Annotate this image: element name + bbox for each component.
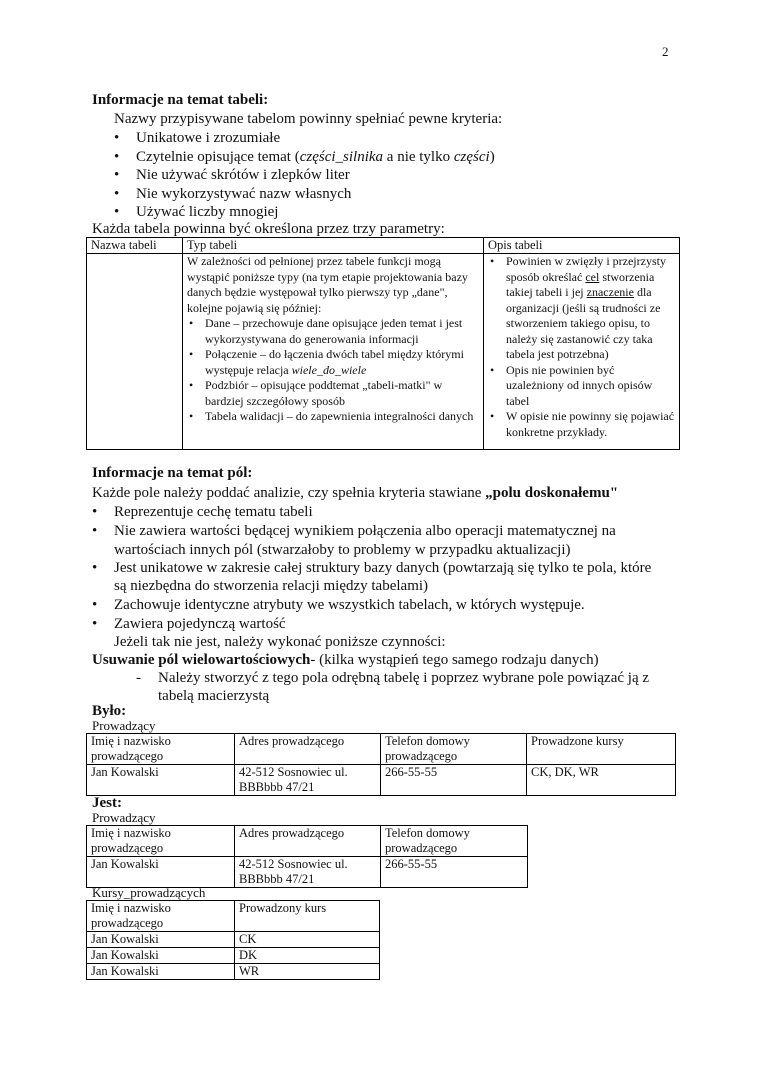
section-intro: Nazwy przypisywane tabelom powinny spełniać pewne kryteria: [114,111,503,127]
table-cell: DK [235,948,380,964]
fields-intro: Każde pole należy poddać analizie, czy spełnia kryteria stawiane „polu doskonałemu" [92,485,619,501]
table-bylo [86,733,676,796]
table-row [87,948,380,964]
table-name: Prowadzący [92,810,156,825]
table-jest [86,825,528,888]
table-cell [183,254,484,450]
dash: - [136,670,141,686]
table-header-cell: Opis tabeli [484,238,680,254]
step-line: tabelą macierzystą [158,688,270,704]
table-cell: Jan Kowalski [87,857,235,888]
label-jest: Jest: [92,795,122,811]
table-cell: 42-512 Sosnowiec ul. BBBbbb 47/21 [235,765,381,796]
list-item-continuation: są niezbędna do stworzenia relacji między tabelami) [114,578,429,594]
table-header-cell: Prowadzone kursy [527,734,676,765]
parameters-intro: Każda tabela powinna być określona przez trzy parametry: [92,221,445,237]
list-item: • Powinien w zwięzły i przejrzysty sposób określać cel stworzenia takiej tabeli i jej znaczenie dla organizacji (jeśli są trudności ze stworzeniem takiego opisu, to należy się zastanowić czy taka tabela jest potrzebna) [490,254,666,361]
page-number: 2 [662,44,669,59]
table-cell: WR [235,964,380,980]
table-header-cell: Telefon domowy prowadzącego [381,734,527,765]
table-cell: CK [235,932,380,948]
list-item: • Tabela walidacji – do zapewnienia integralności danych [189,409,474,423]
table-cell: CK, DK, WR [527,765,676,796]
label-bylo: Było: [92,703,127,719]
list-item: • Dane – przechowuje dane opisujące jeden temat i jest wykorzystywana do generowania informacji [189,316,463,346]
table-cell [484,254,680,450]
table-cell: 266-55-55 [381,765,527,796]
table-header-cell: Prowadzony kurs [235,901,380,932]
list-item: • Podzbiór – opisujące poddtemat „tabeli-matki" w bardziej szczegółowy sposób [189,378,443,408]
table-cell: Jan Kowalski [87,932,235,948]
section-heading-fields: Informacje na temat pól: [92,465,253,481]
table-row [87,932,380,948]
table-header-cell: Imię i nazwisko prowadzącego [87,901,235,932]
table-cell: 266-55-55 [381,857,528,888]
table-cell: Jan Kowalski [87,964,235,980]
table-header-cell: Telefon domowy prowadzącego [381,826,528,857]
list-item-continuation: wartościach innych pól (stwarzałoby to problemy w przypadku aktualizacji) [114,542,571,558]
removal-title: Usuwanie pól wielowartościowych- (kilka wystąpień tego samego rodzaju danych) [92,652,599,668]
section-heading-tables: Informacje na temat tabeli: [92,92,269,108]
if-not-text: Jeżeli tak nie jest, należy wykonać poniższe czynności: [114,634,446,650]
table-header-cell: Nazwa tabeli [87,238,183,254]
type-intro: W zależności od pełnionej przez tabele funkcji mogą wystąpić poniższe typy (na tym etapie projektowania bazy danych będzie występował tylko pierwszy typ „dane", kolejne pojawią się później: [187,254,468,315]
table-row [87,964,380,980]
list-item: • Połączenie – do łączenia dwóch tabel między którymi występuje relacja wiele_do_wiele [189,347,464,377]
list-item: • W opisie nie powinny się pojawiać konkretne przykłady. [490,409,675,439]
table-cell: Jan Kowalski [87,948,235,964]
document-page: 2 Informacje na temat tabeli: Nazwy przypisywane tabelom powinny spełniać pewne kryteria: • Unikatowe i zrozumiałe • Czytelnie opisujące temat (części_silnika a nie tylko części) • Nie używać skrótów i zlepków liter • Nie wykorzystywać nazw własnych • Używać liczby mnogiej Każda tabela powinna być określona przez trzy parametry: Nazwa tabeli Typ tabeli Opis tabeli W zależności od pełnionej przez tabele funkcji mogą wystąpić poniższe typy (na tym etapie projektowania bazy danych będzie występował tylko pierwszy typ „dane", kolejne pojawią się później: • Dane – przechowuje dane opisujące jeden temat i jest wykorzystywana do generowania informacji • Połączenie – do łączenia dwóch tabel między którymi występuje relacja wiele_do_wiele • Podzbiór – opisujące poddtemat „tabeli-matki" w bardziej szczegółowy sposób • Tabela walidacji – do zapewnienia integralności danych • Powinien w zwięzły i przejrzysty sposób określać cel stworzenia takiej tabeli i jej znaczenie dla organizacji (jeśli są trudności ze stworzeniem takiego opisu, to należy się zastanowić czy taka tabela jest potrzebna) • Opis nie powinien być uzależniony od innych opisów tabel • W opisie nie powinny się pojawiać konkretne przykłady. Informacje na temat pól: Każde pole należy poddać analizie, czy spełnia kryteria stawiane „polu doskonałemu" • Reprezentuje cechę tematu tabeli • Nie zawiera wartości będącej wynikiem połączenia albo operacji matematycznej na wartościach innych pól (stwarzałoby to problemy w przypadku aktualizacji) • Jest unikatowe w zakresie całej struktury bazy danych (powtarzają się tylko te pola, które są niezbędna do stworzenia relacji między tabelami) • Zachowuje identyczne atrybuty we wszystkich tabelach, w których występuje. • Zawiera pojedynczą wartość Jeżeli tak nie jest, należy wykonać poniższe czynności: Usuwanie pól wielowartościowych- (kilka wystąpień tego samego rodzaju danych) - Należy stworzyć z tego pola odrębną tabelę i poprzez wybrane pole powiązać ją z tabelą macierzystą Było: Prowadzący Imię i nazwisko prowadzącego Adres prowadzącego Telefon domowy prowadzącego Prowadzone kursy Jan Kowalski 42-512 Sosnowiec ul. BBBbbb 47/21 266-55-55 CK, DK, WR Jest: Prowadzący Imię i nazwisko prowadzącego Adres prowadzącego Telefon domowy prowadzącego Jan Kowalski 42-512 Sosnowiec ul. BBBbbb 47/21 266-55-55 Kursy_prowadzących Imię i nazwisko prowadzącego Prowadzony kurs Jan Kowalski CK Jan Kowalski DK Jan Kowalski WR [0,0,760,1075]
table-name: Prowadzący [92,718,156,733]
table-header-cell: Imię i nazwisko prowadzącego [87,826,235,857]
table-header-cell: Adres prowadzącego [235,826,381,857]
list-item: • Opis nie powinien być uzależniony od innych opisów tabel [490,362,653,408]
table-cell [87,254,183,450]
table-cell: 42-512 Sosnowiec ul. BBBbbb 47/21 [235,857,381,888]
table-header-cell: Typ tabeli [183,238,484,254]
table-header-cell: Imię i nazwisko prowadzącego [87,734,235,765]
table-cell: Jan Kowalski [87,765,235,796]
table-kursy [86,900,380,980]
table-parameters [86,237,680,450]
step-line: Należy stworzyć z tego pola odrębną tabelę i poprzez wybrane pole powiązać ją z [158,670,650,686]
table-header-cell: Adres prowadzącego [235,734,381,765]
table-name: Kursy_prowadzących [92,885,206,900]
